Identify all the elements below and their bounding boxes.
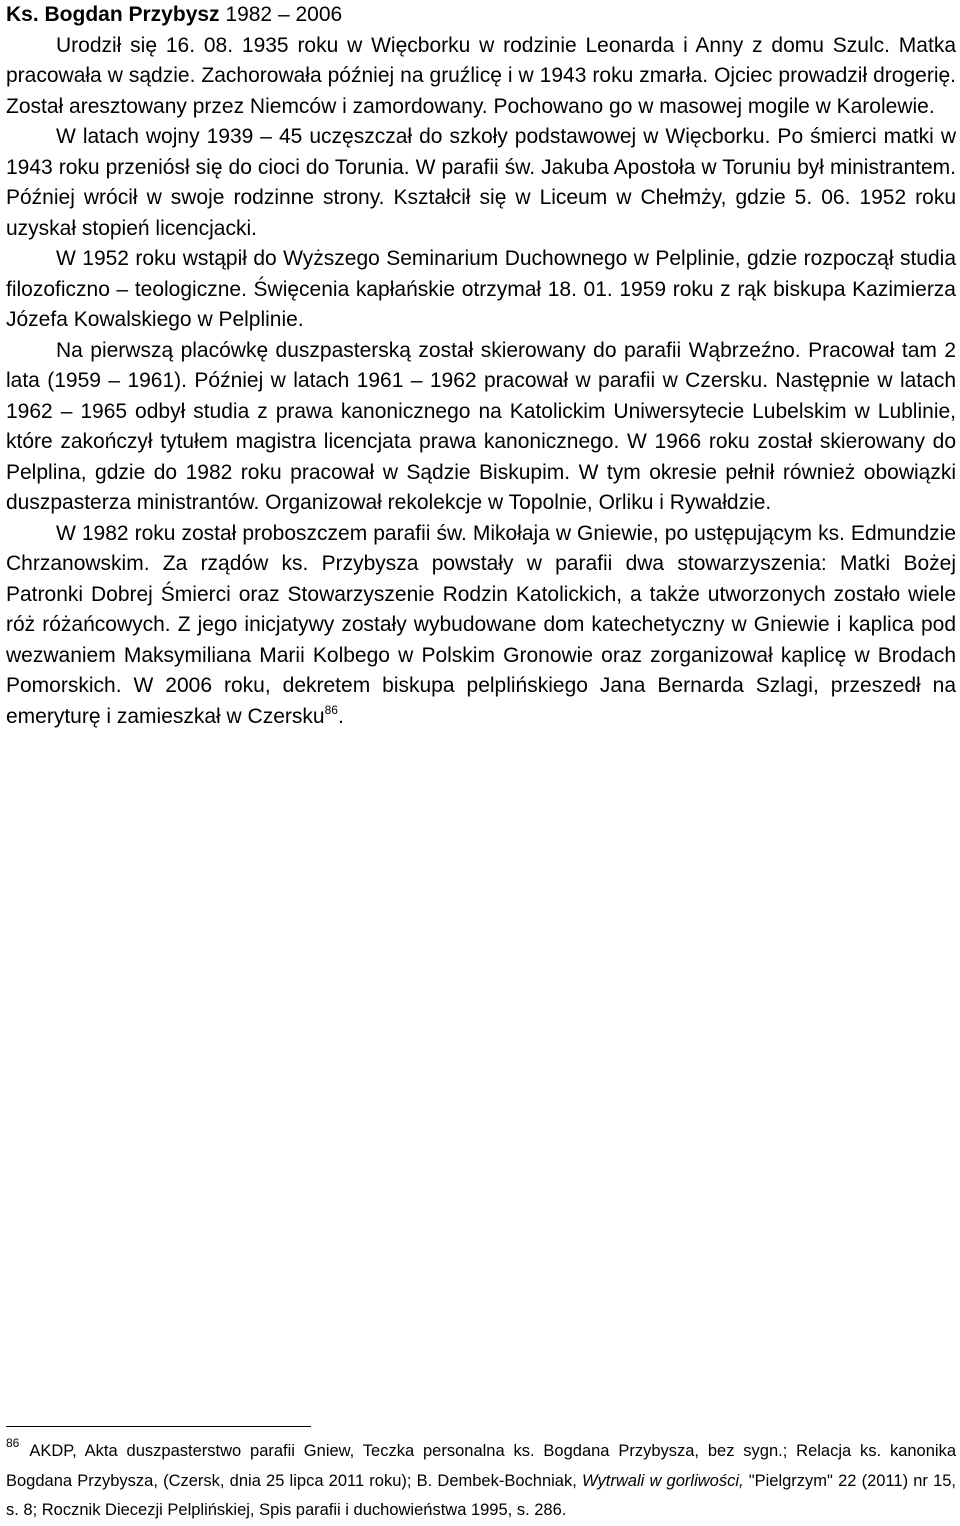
document-title xyxy=(6,0,956,31)
footnote-text-end: "Pielgrzym" 22 (2011) nr 15, s. 8; Rocznik Diecezji Pelplińskiej, Spis parafii i duchowieństwa 1995, s. 286. xyxy=(6,1471,957,1519)
document-body xyxy=(6,0,956,732)
footnote-text: AKDP, Akta duszpasterstwo parafii Gniew, Teczka personalna ks. Bogdana Przybysza, bez sygn.; Relacja ks. kanonika Bogdana Przybysza, (Czersk, dnia 25 lipca 2011 roku); B. Dembek-Bochniak, xyxy=(6,1442,956,1490)
title-name: Ks. Bogdan Przybysz xyxy=(6,3,220,26)
title-dates: 1982 – 2006 xyxy=(219,3,343,26)
paragraph-5-end: . xyxy=(337,704,344,728)
paragraph-4: Na pierwszą placówkę duszpasterską został skierowany do parafii Wąbrzeźno. Pracował tam 2 lata (1959 – 1961). Później w latach 1961 – 1962 pracował w parafii w Czersku. Następnie w latach 1962 – 1965 odbył studia z prawa kanonicznego na Katolickim Uniwersytecie Lubelskim w Lublinie, które zakończył tytułem magistra licencjata prawa kanonicznego. W 1966 roku został skierowany do Pelplina, gdzie do 1982 roku pracował w Sądzie Biskupim. W tym okresie pełnił również obowiązki duszpasterza ministrantów. Organizował rekolekcje w Topolnie, Orliku i Rywałdzie. xyxy=(6,338,956,514)
footnote-reference[interactable]: 86 xyxy=(324,702,338,717)
footnote-italic-title: Wytrwali w gorliwości, xyxy=(581,1471,744,1490)
paragraph-3: W 1952 roku wstąpił do Wyższego Seminarium Duchownego w Pelplinie, gdzie rozpoczął studia filozoficzno – teologiczne. Święcenia kapłańskie otrzymał 18. 01. 1959 roku z rąk biskupa Kazimierza Józefa Kowalskiego w Pelplinie. xyxy=(6,247,956,331)
paragraph-5-text: W 1982 roku został proboszczem parafii św. Mikołaja w Gniewie, po ustępującym ks. Edmundzie Chrzanowskim. Za rządów ks. Przybysza powstały w parafii dwa stowarzyszenia: Matki Bożej Patronki Dobrej Śmierci oraz Stowarzyszenie Rodzin Katolickich, a także utworzonych zostało wiele róż różańcowych. Z jego inicjatywy zostały wybudowane dom katechetyczny w Gniewie i kaplica pod wezwaniem Maksymiliana Marii Kolbego w Polskim Gronowie oraz zorganizował kaplicę w Brodach Pomorskich. W 2006 roku, dekretem biskupa pelplińskiego Jana Bernarda Szlagi, przeszedł na emeryturę i zamieszkał w Czersku xyxy=(6,521,956,728)
footnote-separator xyxy=(6,1426,311,1427)
paragraph-1: Urodził się 16. 08. 1935 roku w Więcborku w rodzinie Leonarda i Anny z domu Szulc. Matka pracowała w sądzie. Zachorowała później na gruźlicę i w 1943 roku zmarła. Ojciec prowadził drogerię. Został aresztowany przez Niemców i zamordowany. Pochowano go w masowej mogile w Karolewie. xyxy=(6,33,956,118)
paragraph-2: W latach wojny 1939 – 45 uczęszczał do szkoły podstawowej w Więcborku. Po śmierci matki w 1943 roku przeniósł się do cioci do Torunia. W parafii św. Jakuba Apostoła w Toruniu był ministrantem. Później wrócił w swoje rodzinne strony. Kształcił się w Liceum w Chełmży, gdzie 5. 06. 1952 roku uzyskał stopień licencjacki. xyxy=(6,125,956,240)
footnote xyxy=(6,1437,956,1526)
paragraph-5 xyxy=(6,519,956,733)
footnote-number: 86 xyxy=(6,1436,20,1450)
